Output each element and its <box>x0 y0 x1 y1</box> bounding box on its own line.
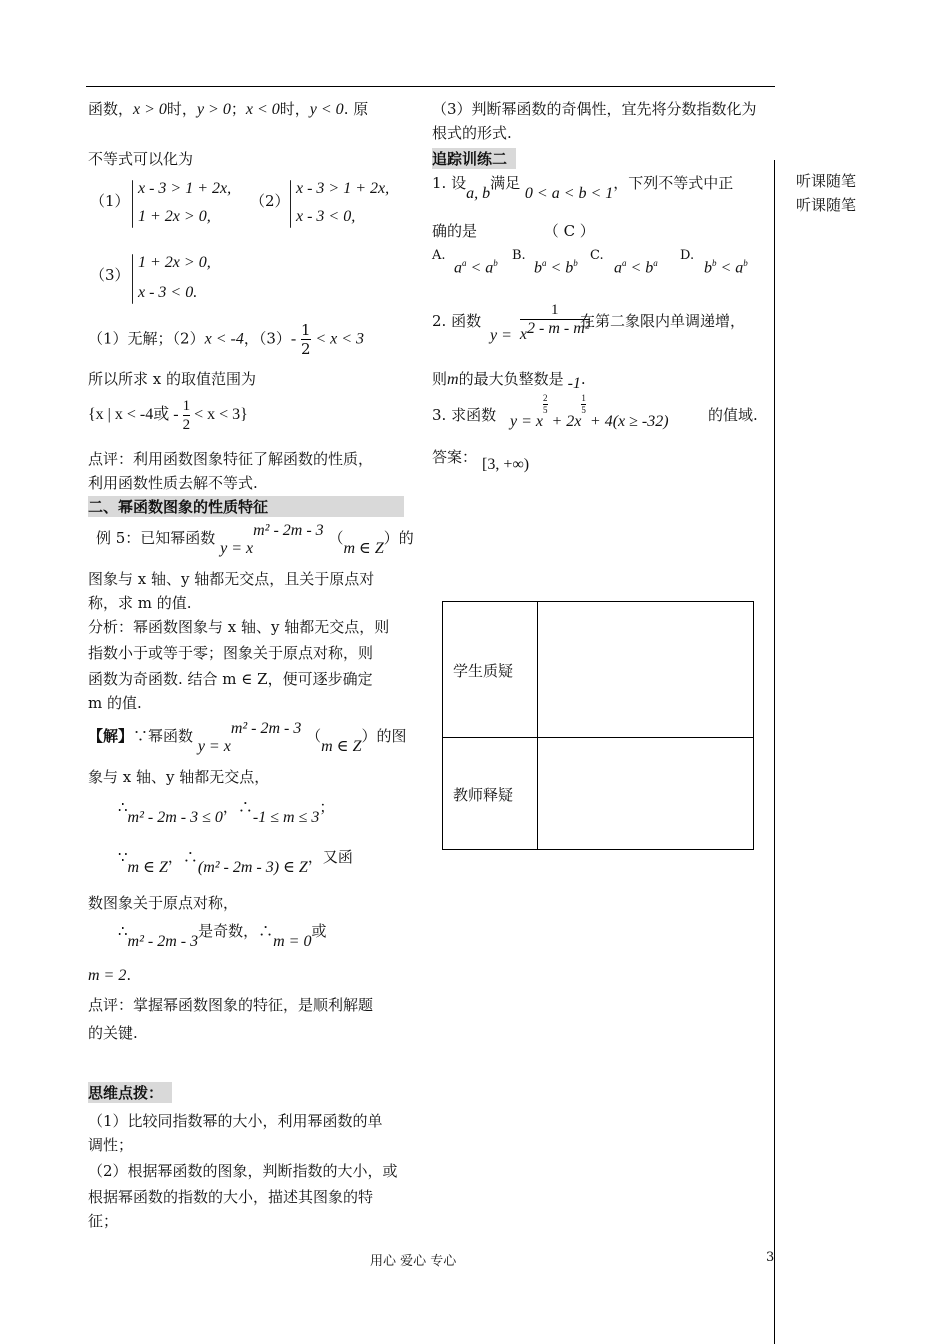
step5: m = 2. <box>88 966 132 984</box>
system1-line-a: x - 3 > 1 + 2x, <box>138 180 232 197</box>
example5-line-a: 例 5：已知幂函数 $y = x^{m^2 - 2m - 3}$ （m ∈ Z）的 <box>96 522 414 557</box>
comment2-line-b: 的关键. <box>88 1024 138 1042</box>
answer-label: 答案： <box>432 448 478 466</box>
think1-line-a: （1）比较同指数幂的大小，利用幂函数的单 <box>88 1112 383 1130</box>
answer-value: [3, +∞) <box>482 456 530 473</box>
option-a: $a^a < a^b$ <box>454 258 498 277</box>
page-number: 3 <box>766 1250 775 1265</box>
option-c: $a^a < b^a$ <box>614 258 658 277</box>
option-b: $b^a < b^b$ <box>534 258 578 277</box>
think2-line-c: 征； <box>88 1212 119 1230</box>
analysis-line-b: 指数小于或等于零；图象关于原点对称，则 <box>88 644 374 662</box>
solution-set: {x | x < -4或 - $\frac{1}{2}$ < x < 3} <box>88 398 248 433</box>
example5-line-c: 称，求 m 的值. <box>88 594 192 612</box>
step4: ∴m² - 2m - 3是奇数，∴m = 0或 <box>118 922 327 950</box>
solution-line-b: 象与 x 轴、y 轴都无交点， <box>88 768 270 786</box>
analysis-line-d: m 的值. <box>88 694 142 712</box>
question2-fraction: $\frac{1}{x^{2 - m - m^2}}$ <box>519 302 590 343</box>
system1-line-b: 1 + 2x > 0, <box>138 208 211 225</box>
system1-brace <box>132 180 133 228</box>
question2-line-b: 在第二象限内单调递增， <box>580 312 746 330</box>
solution-line-a: 【解】∵幂函数 $y = x^{m^2 - 2m - 3}$ （m ∈ Z）的图 <box>88 720 407 755</box>
question1-line-b: 确的是 （ C ） <box>432 222 595 240</box>
point3-line-a: （3）判断幂函数的奇偶性，宜先将分数指数化为 <box>432 100 757 118</box>
analysis-line-a: 分析：幂函数图象与 x 轴、y 轴都无交点，则 <box>88 618 390 636</box>
option-b-label: B. <box>512 248 526 263</box>
step1: ∴m² - 2m - 3 ≤ 0，∴-1 ≤ m ≤ 3； <box>118 798 335 826</box>
section2-heading: 二、幂函数图象的性质特征 <box>88 496 404 517</box>
comment1-line-b: 利用函数性质去解不等式. <box>88 474 258 492</box>
qa-table <box>442 601 754 850</box>
student-question-cell[interactable] <box>539 603 751 736</box>
margin-note-2: 听课随笔 <box>796 196 857 214</box>
analysis-line-c: 函数为奇函数. 结合 m ∈ Z，便可逐步确定 <box>88 670 373 688</box>
table-row-teacher: 教师释疑 <box>453 786 514 804</box>
think2-line-a: （2）根据幂函数的图象，判断指数的大小，或 <box>88 1162 398 1180</box>
step3: 数图象关于原点对称， <box>88 894 239 912</box>
question1-options: A. <box>432 248 446 263</box>
system2-brace <box>290 180 291 228</box>
intro-line: 函数，x > 0时，y > 0；x < 0时，y < 0. 原 <box>88 100 369 118</box>
question3-end: 的值域. <box>708 406 758 424</box>
system2-label: （2） <box>250 192 290 210</box>
question2-line-a: 2. 函数 <box>432 312 482 330</box>
question2-formula: y = $\frac{1}{x^{2 - m - m^2}}$ <box>490 302 590 345</box>
track-heading: 追踪训练二 <box>432 148 516 169</box>
system2-line-b: x - 3 < 0, <box>296 208 356 225</box>
results-line: （1）无解；（2）x < -4，（3）- $\frac{1}{2}$ < x < 3 <box>88 321 365 358</box>
system3-brace <box>132 254 133 304</box>
think-heading: 思维点拨： <box>88 1082 172 1103</box>
option-d: $b^b < a^b$ <box>704 258 748 277</box>
system3-line-a: 1 + 2x > 0, <box>138 254 211 271</box>
header-rule <box>86 86 775 87</box>
question3-formula: y = x $\frac{2}{5}$ + 2x $\frac{1}{5}$ + 4(x ≥ -32) <box>510 393 669 431</box>
system2-line-a: x - 3 > 1 + 2x, <box>296 180 390 197</box>
margin-note-1: 听课随笔 <box>796 172 857 190</box>
question2-line-c: 则m的最大负整数是 -1. <box>432 370 586 392</box>
table-row-student: 学生质疑 <box>453 662 514 680</box>
think1-line-b: 调性； <box>88 1136 134 1154</box>
example5-line-b: 图象与 x 轴、y 轴都无交点，且关于原点对 <box>88 570 375 588</box>
think2-line-b: 根据幂函数的指数的大小，描述其图象的特 <box>88 1188 374 1206</box>
option-c-label: C. <box>590 248 604 263</box>
option-d-label: D. <box>680 248 695 263</box>
question3-line: 3. 求函数 <box>432 406 497 424</box>
system3-label: （3） <box>90 266 130 284</box>
margin-rule <box>774 160 775 1344</box>
footer-motto: 用心 爱心 专心 <box>370 1254 457 1269</box>
inequality-intro: 不等式可以化为 <box>88 150 194 168</box>
result-fraction: $\frac{1}{2}$ <box>300 321 311 358</box>
system3-line-b: x - 3 < 0. <box>138 284 198 301</box>
system1-label: （1） <box>90 192 130 210</box>
comment2-line-a: 点评：掌握幂函数图象的特征，是顺利解题 <box>88 996 374 1014</box>
point3-line-b: 根式的形式. <box>432 124 512 142</box>
set-fraction: $\frac{1}{2}$ <box>182 398 191 433</box>
question1-line-a: 1. 设a, b满足 0 < a < b < 1，下列不等式中正 <box>432 174 734 202</box>
teacher-answer-cell[interactable] <box>539 739 751 847</box>
step2: ∵m ∈ Z，∴(m² - 2m - 3) ∈ Z，又函 <box>118 848 353 876</box>
range-line: 所以所求 x 的取值范围为 <box>88 370 256 388</box>
comment1-line-a: 点评：利用函数图象特征了解函数的性质， <box>88 450 374 468</box>
